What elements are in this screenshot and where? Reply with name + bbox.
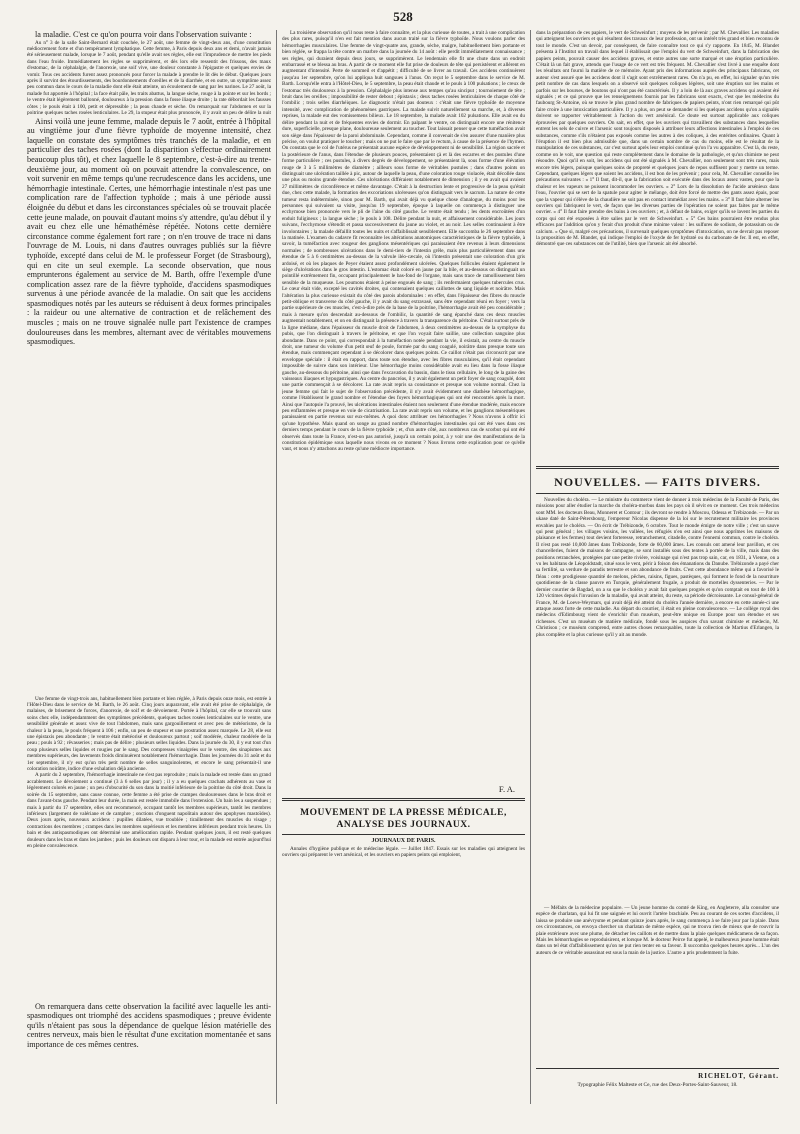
- publisher-rule: [536, 1068, 779, 1069]
- intro-paragraph: la maladie. C'est ce qu'on pourra voir dans l'observation suivante :: [35, 30, 252, 39]
- columns: [22, 30, 784, 1104]
- news-heading-rule: [536, 493, 779, 494]
- journal-review-continued-text: dans la préparation de ces papiers, le vert de Schweinfurt ; moyens de les prévenir ; par M. Chevallier. Les maladies qui atteignent les ouvriers et qui résultent des travaux de leur profession, ont un intérêt très grand et bien reconnu de tout le monde. C'est un devoir, par conséquent, de faire connaître tout ce qui s'y rapporte. En 1845, M. Blandet présenta à l'Institut un travail dans lequel il établissait que l'emploi du vert de Schweinfurt, dans la fabrication des papiers peints, pouvait causer des accidens graves, et entre autres une sorte marqué et une éruption particulière. C'était là un fait grave, attendu que l'usage de ce vert est très fréquent. M. Chevallier s'est livré à une enquête dont les résultats ont fourni la matière de ce mémoire. Ayant pris des informations auprès des principaux fabricans, cet auteur s'est assuré que les accidens dont il s'agit sont extrêmement rares. On n'a pu, en effet, lui signaler qu'un très petit nombre de cas dans lesquels on a observé soit quelques coliques légères, soit une éruption sur les mains et parfois sur les bourses, de boutons qui n'ont pas été caractérisés. Il y a loin de là aux graves accidens qui avaient été signalés ; et ce qui prouve que les renseignemens fournis par les fabricans sont exacts, c'est que les médecins du faubourg St-Antoine, où se trouve le plus grand nombre de fabriques de papiers peints, n'ont rien remarqué qui pût faire croire à une intoxication particulière. Il y a plus, on peut se demander si les quelques accidens qu'on a signalés doivent se rapporter véritablement à l'action du vert arsénical. Ce doute est surtout applicable aux coliques éprouvées par quelques ouvriers. On sait, en effet, que les ouvriers qui travaillent des substances dans lesquelles entrent les sels de cuivre et l'arsenic sont toujours disposés à attribuer leurs affections intestinales à l'emploi de ces substances, comme s'ils n'étaient pas exposés comme les autres à des coliques, à des entérites ordinaires. Quant à l'éruption il est bien plus admissible que, dans un certain nombre de cas du moins, elle est le résultat de la manipulation de ces substances, car c'est surtout après leur emploi continué qu'on l'a vu apparaître. C'est là, du reste, comme on le voit, une question qui reste complètement dans le domaine de la pathologie, et qu'un chimiste ne peut résoudre. Quoi qu'il en soit, les accidens qui ont été signalés à M. Chevallier, non seulement sont très rares, mais encore très légers, puisque quelques soins de propreté et quelques jours de repos suffisent pour y mettre un terme. Cependant, quelques légers que soient les accidens, il est bon de les prévenir ; pour cela, M. Chevallier conseille les précautions suivantes : « 1° Il faut, dit-il, que la fabrication soit exécutée dans des locaux assez vastes, pour que la chaleur et les vapeurs ne puissent incommoder les ouvriers. » 2° Lors de la dissolution de l'acide arsénieux dans l'eau, l'ouvrier qui se sert de la spatule pour agiter le mélange, doit être forcé de mettre des gants assez épais, pour que la vapeur qui s'élève de la chaudière ne soit pas en contact immédiat avec les mains. » 3° Il faut faire alterner les ouvriers qui fabriquent le vert, de façon que les diverses parties de l'opération ne soient pas faites par le même ouvrier. » 4° Il faut faire prendre des bains à ces ouvriers ; et, à défaut de bains, exiger qu'ils se lavent les parties du corps qui ont été exposées à être salies par le vert de Schweinfurt. » 5° Ces bains pourraient être rendus plus efficaces par l'addition qu'on y ferait d'un produit d'une minime valeur : les sulfures de sodium, de potassium ou de calcium. » Que si, malgré ces précautions, il survenait quelques symptômes d'intoxication, on ne devrait pas reposer la proposition de M. Blandet, qui indique l'emploi de l'oxyde de fer hydraté ou du carbonate de fer. Il est, en effet, démontré que ces substances ont de l'utilité, bien que l'arsenic ait été absorbé.: [536, 30, 779, 248]
- conclusion-block: [27, 1002, 271, 1050]
- faits-divers-block: [536, 905, 779, 1065]
- journal-review-text: Annales d'hygiène publique et de médecine légale. — Juillet 1847. Essais sur les maladies qui atteignent les ouvriers qui préparent le vert arsénical, et les ouvriers en papiers peints qui emploient,: [282, 846, 525, 859]
- observation-2-block: [27, 696, 271, 1001]
- author-signature: F. A.: [498, 784, 515, 794]
- newspaper-page: [22, 8, 784, 1126]
- news-section-title: NOUVELLES. — FAITS DIVERS.: [554, 475, 761, 489]
- commentary-paragraph: Ainsi voilà une jeune femme, malade depuis le 7 août, entrée à l'hôpital au vingtième jour d'une fièvre typhoïde de moyenne intensité, chez laquelle on constate des symptômes très tranchés de la maladie, et en particulier des taches rosées (dont la disparition s'effectue ordinairement beaucoup plus tôt), et chez laquelle le 8 septembre, c'est-à-dire au trente-deuxième jour, au moment où on pouvait attendre la convalescence, on voit survenir en même temps qu'une recrudescence dans les accidens, une hémorrhagie intestinale. Certes, une hémorrhagie intestinale n'est pas une complication rare de l'affection typhoïde ; mais à une période aussi éloignée du début et dans les circonstances spéciales où se trouvait placée cette jeune malade, on pouvait d'autant moins s'y attendre, qu'au début il y avait eu chez elle une hémathémèse répétée. Notons cette dernière circonstance comme également fort rare ; on n'en trouve de trace ni dans l'ouvrage de M. Louis, ni dans d'autres ouvrages publiés sur la fièvre typhoïde, excepté dans celui de M. le professeur Forget (de Strasbourg), qui en cite un seul exemple. La seconde observation, que nous emprunterons également au service de M. Barth, offre l'exemple d'une complication assez rare de la fièvre typhoïde, d'accidens spasmodiques survenus à une période avancée de la maladie. On sait que les accidens spasmodiques notés par les auteurs se réduisent à deux formes principales : la raideur ou une alternative de contraction et de relâchement des muscles ; mais on ne trouve signalée nulle part l'existence de crampes douloureuses dans les membres, alternant avec de véritables mouvemens spasmodiques.: [27, 116, 271, 347]
- observation-3-block: [282, 30, 525, 780]
- news-block: [536, 497, 779, 902]
- section-divider: [282, 798, 525, 801]
- news-text: Nouvelles du choléra. — Le ministre du commerce vient de donner à trois médecins de la Faculté de Paris, des missions pour aller étudier la marche du choléra-morbus dans les pays où il sévit en ce moment. Ces trois médecins sont MM. les docteurs Beau, Monneret et Contour ; ils devront se rendre à Moscou, Odessa et Trébizonde. — Par un ukase daté de Saint-Pétersbourg, l'empereur Nicolas dispense de la loi sur le recrutement militaire les provinces envahies par le choléra. — On écrit de Trébizonde, 6 octobre. Tout le monde émigre de notre ville ; c'est un sauve qui peut général ; les villages voisins, les vallées, les réfugiés n'en est ainsi que nous apprîmes les maisons de plaisance et les fermes) tout devient forteresse, retranchement, citadelle, contre l'ennemi commun, contre le choléra. Il n'est pas resté 10,000 âmes dans Trébizonde, forte de 60,000 âmes. Les consuls ont amené leur pavillon, et ces chancelleries, fuient de maisons de campagne, se sont installés sous des tentes à portée de la ville, mais dans des positions retranchées, protégées par une petite rivière, voisinage qui n'est pas trop sain, car, en 1831, à Vienne, on a vu les habitans de Léopoldstadt, situé sous le vent, périr à foison des émanations du Danube. Trébizonde a payé cher sa fertilité, sa verdure de paradis terrestre et son abondance de fruits. C'est cette abondance même qui a favorisé le fléau : cette prodigieuse quantité de melons, pêches, raisins, figues, pastèques, qui forment le fond de la nourriture quotidienne de la classe pauvre en Turquie, généralement frugale, a produit de mortelles dyssenteries. — Par le dernier courrier de Bagdad, on a su que le choléra y avait fait quelques progrès et qu'on comptait en tout de 100 à 120 victimes depuis l'invasion de la maladie, qui avait atteint, du reste, sa période décroissante. Le consul-général de France, M. de Loeve-Weymars, qui avait déjà été atteint du choléra l'année dernière, a encore eu cette année-ci une attaque assez forte de cette maladie. Au départ du courrier, il était en pleine convalescence. — Le collège royal des médecins d'Edimbourg vient de s'enrichir d'un muséum, peut-être unique en Europe pour son étendue et ses richesses. C'est un muséum de matière médicale, fondé sous les auspices d'un savant chimiste et médecin, M. Christison ; ce muséum comprend, entre autres choses remarquables, toute la collection de Martius d'Erlangen, la plus complète et la plus curieuse qu'il y ait au monde.: [536, 497, 779, 638]
- column-1: [22, 30, 276, 1104]
- faits-divers-text: — Méfaits de la médecine populaire. — Un jeune homme du comté de King, en Angleterre, alla consulter une espèce de charlatan, qui lui fit une saignée et lui ouvrit l'artère brachiale. Peu au courant de ces sortes d'accidens, il laissa se produire une anévrysme et pendant quinze jours après, le sang commença à se faire jour par la plaie. Dans ces circonstances, on envoya chercher un charlatan de même espèce, qui ne trouva rien de mieux que de rouvrir la plaie extérieure avec une plume, de détacher les caillots et de mettre dans la plaie quelques médicamens de sa façon. Mais les hémorrhagies se reproduisirent, et lorsque M. le docteur Peirce fut appelé, le malheureux jeune homme était dans un tel état d'affaiblissement qu'on ne put rien tenter en sa faveur. Il succomba quelques heures après... L'un des auteurs de ce véritable assassinat est sous la main de la justice. L'autre a pris prudemment la fuite.: [536, 905, 779, 956]
- observation-1: Au n° 3 de la salle Saint-Bernard était couchée, le 27 août, une femme de vingt-deux ans, d'une constitution médiocrement forte et d'un tempérament lymphatique. Cette femme, à Paris depuis deux ans et demi, n'avait jamais été sérieusement malade, lorsque le 7 août, pendant qu'elle avait ses règles, elle eut l'imprudence de mettre les pieds dans l'eau froide. Immédiatement les règles se supprimèrent, et dès lors elle ressentit des frissons, des maux d'estomac, de la céphalalgie, de l'anorexie, une soif vive, une douleur constante à l'épigastre et quelques envies de vomir. Tous ces accidents furent assez prononcés pour forcer la malade à prendre le lit dès le début. Quelques jours après il survint des étourdissements, des bourdonnements d'oreilles et de la diarrhée, et en outre, un symptôme assez peu commun dans le cours de la maladie dont elle était atteinte, un écoulement de sang par les narines. Le 27 août, la malade fut apportée à l'hôpital ; la face était pâle, les traits abattus, la langue sèche, rouge à la pointe et sur les bords ; le ventre était légèrement ballonné, douloureux à la pression dans la fosse iliaque droite ; la rate débordait les fausses côtes ; le pouls était à 100, petit et dépressible ; la peau chaude et sèche. On remarquait sur l'abdomen et sur la poitrine quelques taches rosées lenticulaires. Le 29, la stupeur était plus prononcée, il y avait un peu de délire la nuit: [27, 39, 271, 116]
- journal-review-continued: [536, 30, 779, 462]
- column-3: [530, 30, 784, 1104]
- observation-1-block: [27, 40, 271, 116]
- column-2: [276, 30, 530, 1104]
- journal-review-block: [282, 846, 525, 916]
- news-divider: [536, 466, 779, 469]
- press-section-title: MOUVEMENT DE LA PRESSE MÉDICALE, ANALYSE DES JOURNAUX.: [300, 808, 507, 830]
- conclusion-paragraph: On remarquera dans cette observation la facilité avec laquelle les anti-spasmodiques ont triomphé des accidens spasmodiques ; preuve évidente qu'ils n'étaient pas sous la dépendance de quelque lésion matérielle des centres nerveux, mais bien le résultat d'une excitation momentanée et sans importance de ces mêmes centres.: [27, 1001, 271, 1049]
- publisher-name: RICHELOT, Gérant.: [698, 1072, 779, 1080]
- heading-rule: [282, 834, 525, 835]
- commentary-block: [27, 117, 271, 695]
- observation-2-part-2: A partir du 2 septembre, l'hémorrhagie intestinale ne s'est pas reproduite ; mais la malade est restée dans un grand accablement. Le dévoiement a continué (3 à 6 selles par jour) ; il y a eu quelques crachats adhérents au vase et légèrement colorés en jaune ; un peu d'obscurité du son dans la moitié inférieure de la poitrine du côté droit. Dans la soirée du 15 septembre, sans cause connue, cette femme a été prise de crampes douloureuses dans le bras droit et dans l'avant-bras gauche. Pendant leur durée, la main est restée immobile dans l'extension. Un bain les a suspendues ; mais à partir du 17 septembre, elles ont recommencé, occupant tantôt les membres supérieurs, tantôt les membres inférieurs (largement de valériane et de camphre ; onctions d'onguent napolitain autour des apophyses mastoïdes). Deux jours après, nouveaux accidens : pupilles dilatées, vue troublée ; tiraillement des muscles du visage ; contractions des membres ; crampes dans les membres supérieurs et les membres inférieurs pendant trois heures. Un bain et des antispasmodiques ont déterminé une amélioration rapide. Pendant quelques jours, il est resté quelques douleurs dans les bras et dans les jambes ; puis les douleurs ont disparu à leur tour, et la malade est entrée aujourd'hui en pleine convalescence.: [27, 772, 271, 849]
- page-number: 528: [393, 9, 413, 24]
- observation-2-part-1: Une femme de vingt-trois ans, habituellement bien portante et bien réglée, à Paris depuis onze mois, est entrée à l'Hôtel-Dieu dans le service de M. Barth, le 26 août. Cinq jours auparavant, elle avait été prise de céphalalgie, de malaises, de brisement de forces, d'anorexie, de soif et de dévoiement. Portée à l'hôpital, car elle se trouvait sans soins chez elle, indépendamment des symptômes précédents, quelques taches rosées lenticulaires sur le ventre, une sensibilité générale et assez vive de tout l'abdomen, mais sans gargouillement et avec peu de météorisme, de la chaleur à la peau, le pouls fréquent à 106 ; enfin, un peu de stupeur et une prostration assez marquée. Le 28, elle eut une épistaxis peu abondante ; le ventre était météorisé et douloureux partout ; soif modérée, chaleur modérée de la peau ; pouls à 92 ; rêvasseries ; mais pas de délire ; plusieurs selles liquides. Dans la journée du 30, il y eut tout d'un coup plusieurs selles liquides et rougies par le sang. Des compresses vinaigrées sur le ventre, des sinapismes aux membres supérieurs, des lavements froids diminuèrent notablement l'hémorrhagie. Dans les journées du 31 août et du 1er septembre, il n'y eut qu'un très petit nombre de selles sanguinolentes, et encore le sang présentait-il une coloration noirâtre, indice d'une exhalation déjà ancienne.: [27, 695, 271, 773]
- observation-3: La troisième observation qu'il nous reste à faire connaître, et la plus curieuse de toutes, a trait à une complication des plus rares, puisqu'il n'en est fait mention dans aucun traité sur la fièvre typhoïde. Nous voulons parler des hémorrhagies musculaires. Une femme de vingt-quatre ans, grande, sèche, maigre, habituellement bien portante et bien réglée, se frappa la tête contre un marbre dans la journée du 14 août : elle perdit immédiatement connaissance ; ses règles, qui duraient depuis deux jours, se supprimèrent. Le lendemain elle fit une chute dans un endroit embarrassé et se blessa au bras. A partir de ce moment elle fut prise de douleurs de tête qui persistèrent et allèrent en augmentant d'intensité. Perte de sommeil et d'appétit ; difficulté de se livrer au travail. Ces accidens continuèrent jusqu'au 1er septembre, qu'on lui appliqua huit sangsues à l'anus. On reçut le 5 septembre dans le service de M. Barth. Lorsqu'elle entra à l'Hôtel-Dieu, le 5 septembre, la peau était chaude et le pouls à 100 pulsations ; le creux de l'estomac très douloureux à la pression. Céphalalgie plus intense aux tempes qu'au sinciput ; tournoiement de tête ; bruit dans les oreilles ; impossibilité de rester debout ; épistaxis ; deux taches rosées lenticulaires de chaque côté de l'ombilic ; trois selles diarrhéiques. Le diagnostic n'était pas douteux : c'était une fièvre typhoïde de moyenne intensité, avec complication de phénomènes gastriques. La malade suivit naturellement sa marche, et, à diverses reprises, la malade eut des vomissemens bilieux. Le 18 septembre, la malade avait 102 pulsations. Elle avait eu du délire pendant la nuit et de fréquentes envies de dormir. En palpant le ventre, on distinguait encore une rénitence dure, superficielle, presque plane, douloureuse seulement au toucher. Tout laissait penser que cette tuméfaction avait son siège dans l'épaisseur de la paroi abdominale. Cependant, comme il convenait de s'en assurer d'une manière plus précise, on voulut pratiquer le toucher ; mais on ne put le faire que par le rectum, à cause de la présence de l'hymen. On constata que le col de l'utérus ne présentait aucune espèce de développement ni de sensibilité. La région sacrée et la postérieure de l'anus, dans l'étendue de plusieurs pouces, présentaient çà et là des escarres et des pustules d'une forme particulière ; ces pustules, à divers degrés de développement, se présentaient là, sous forme d'une élévation rouge de 3 à 5 millimètres de diamètre ; ailleurs sous forme de véritables pustules ; dans d'autres points on distinguait une ulcération taillée à pic, autour de laquelle la peau, d'une coloration rouge violacée, était décollée dans une plus ou moins grande étendue. Ces ulcérations différaient notablement de dimension ; il y en avait qui avaient 27 millimètres de circonférence et même davantage. C'était à la destruction lente et progressive de la peau qu'était due, chez cette malade, la formation des excoriations ulcéreuses qu'on distinguait vers le sacrum. La nature de cette tumeur resta indéterminée, sinon pour M. Barth, qui avait déjà vu quelque chose d'analogue, du moins pour les personnes qui suivaient sa visite, jusqu'au 19 septembre, époque à laquelle on commença à distinguer une ecchymose bien prononcée vers le pli de l'aine du côté gauche. Le ventre était tendu ; les dents encroûtées d'un enduit fuligineux ; la langue sèche ; le pouls à 108. Délire pendant la nuit, et affaissement considérable. Les jours suivans, l'ecchymose s'étendit et passa successivement du jaune au violet, et au noir. Les selles continuaient à être involontaires ; la malade défaillit toutes les nuits et s'affaiblissait sensiblement. Elle succomba le 26 septembre dans la matinée. L'examen du cadavre fit reconnaître les altérations anatomiques caractéristiques de la fièvre typhoïde, à savoir, la tuméfaction avec rougeur des ganglions mésentériques qui paraissaient être revenus à leurs dimensions normales ; de nombreuses ulcérations dans le demi-tiers de l'intestin grêle, mais plus particulièrement dans une étendue de 5 à 6 centimètres au-dessus de la valvule iléo-cæcale, où l'intestin présentait une coloration d'un gris ardoisé, et où les plaques de Peyer étaient assez profondément ulcérées. Quelques follicules étaient également le siège d'ulcérations dans le gros intestin. L'estomac était coloré en jaune par la bile, et au-dessous on distinguait un pointillé extrêmement fin, occupant principalement le bas-fond de l'organe, mais sans trace de ramollissement bien sensible de la muqueuse. Les poumons étaient à peine engoués de sang ; ils renfermaient quelques tubercules crus. Le cœur était vide, excepté les cavités droites, qui contenaient quelques caillottes de sang liquide et noirâtre. Mais l'altération la plus curieuse existait du côté des parois abdominales : en effet, dans l'épaisseur des fibres du muscle petit-oblique et transverse du côté gauche, il y avait du sang extravasé, sans être cependant réuni en foyer ; vers la partie supérieure de ces muscles, c'est-à-dire près de la base de la poitrine, l'hémorrhagie avait été peu considérable ; mais à mesure qu'on descendait au-dessous de l'ombilic, la quantité de sang épanché dans ces deux muscles augmentait notablement, et on en distinguait la présence à travers la transparence du péritoine. C'était surtout près de la ligne médiane, dans l'épaisseur du muscle droit de l'abdomen, à deux centimètres au-dessus de la symphyse du pubis, que l'on distinguait à travers le péritoine, et que l'on voyait faire saillie, une collection sanguine plus abondante. Dans ce point, qui correspondait à la tuméfaction notée pendant la vie, il existait, au centre du muscle droit, une tumeur du volume d'un petit œuf de poule, formée par du sang coagulé, noirâtre dans presque toute son étendue, mais commençant cependant à se décolorer dans quelques points. Ce caillot n'était pas circonscrit par une enveloppe spéciale : il était en rapport, dans toute son étendue, avec les fibres musculaires, qu'il était cependant impossible de suivre dans son intérieur. Une hémorrhagie moins considérable avait eu lieu dans la fosse iliaque gauche, au-dessous du péritoine, ainsi que dans l'excavation du bassin, dans le tissu cellulaire, le long de la gaine des vaisseaux iliaques et hypogastriques. Au centre du pancréas, il y avait également un petit foyer de sang coagulé, dont une partie commençait à se décolorer. La rate avait repris sa consistance et presque son volume normal. Chez la jeune femme qui fait le sujet de l'observation précédente, il n'y avait évidemment une diathèse hémorrhagique, comme l'établissent le grand nombre et l'étendue des foyers hémorrhagiques qui ont été rencontrés après la mort. Ainsi que l'autopsie l'a prouvé, les ulcérations intestinales étaient non seulement d'une étendue modérée, mais encore peu enflammées et presque en voie de cicatrisation. La rate avait repris son volume, et les ganglions mésentériques paraissaient en partie revenus sur eux-mêmes. A quoi donc attribuer ces hémorrhagies ? Nous n'avons à offrir ici qu'une hypothèse. Mais quand on songe au grand nombre d'hémorrhagies intestinales qui ont été vues dans ces derniers temps pendant le cours de la fièvre typhoïde ; et, d'un autre côté, aux nombreux cas de scorbut qui ont été observés dans toute la France, n'est-on pas autorisé, jusqu'à un certain point, à y voir une des manifestations de la constitution épidémique sous laquelle nous vivons en ce moment ? Nous livrons cette explication pour ce qu'elle vaut, et nous n'y attachons au reste qu'une médiocre importance.: [282, 30, 525, 453]
- journals-subheading: JOURNAUX DE PARIS.: [371, 838, 436, 844]
- printer-imprint: Typographie Félix Malteste et Ce, rue des Deux-Portes-Saint-Sauveur, 18.: [577, 1082, 738, 1088]
